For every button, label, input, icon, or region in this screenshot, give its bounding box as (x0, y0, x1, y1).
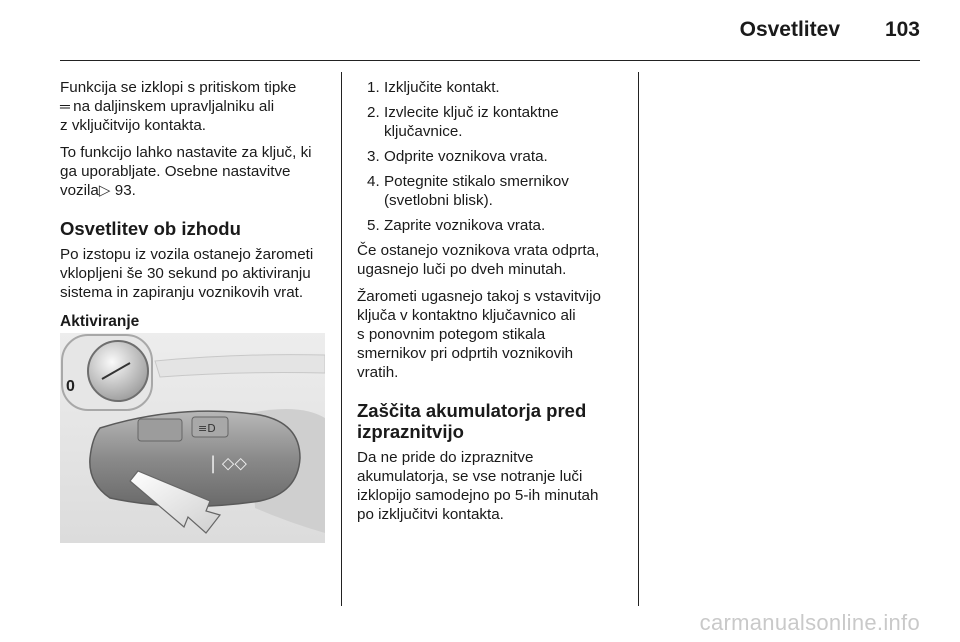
text-line: ključa v kontaktno ključavnico ali (357, 307, 576, 324)
text-line: ga uporabljate. Osebne nastavitve (60, 163, 291, 180)
text-line: vklopljeni še 30 sekund po aktiviranju (60, 265, 311, 282)
subheading-activation: Aktiviranje (60, 313, 140, 330)
text-line: izklopijo samodejno po 5-ih minutah (357, 487, 599, 504)
text-line: Funkcija se izklopi s pritiskom tipke (60, 79, 297, 96)
list-item: 2. Izvlecite ključ iz kontaktne ključavnice. (367, 104, 559, 140)
text-line: s ponovnim potegom stikala (357, 326, 546, 343)
text-line: Žarometi ugasnejo takoj s vstavitvijo (357, 288, 601, 305)
page-number: 103 (884, 18, 920, 41)
text-line: Po izstopu iz vozila ostanejo žarometi (60, 246, 314, 263)
section-heading-battery-protection: Zaščita akumulatorja pred izpraznitvijo (357, 400, 587, 442)
text-line: ugasnejo luči po dveh minutah. (357, 261, 567, 278)
headlight-stalk-illustration (60, 333, 325, 543)
watermark: carmanualsonline.info (699, 610, 920, 635)
page-reference-link[interactable]: 93. (114, 182, 136, 199)
column-divider-right (638, 72, 639, 606)
left-column (60, 78, 330, 341)
text-line: Da ne pride do izpraznitve (357, 449, 534, 466)
text-line: smernikov pri odprtih voznikovih (357, 345, 574, 362)
list-item: 1. Izključite kontakt. (367, 79, 500, 96)
text-line: Če ostanejo voznikova vrata odprta, (357, 242, 600, 259)
text-line: ═ na daljinskem upravljalniku ali (60, 98, 275, 115)
section-heading-exit-lighting: Osvetlitev ob izhodu (60, 218, 241, 239)
lock-key-icon: ═ (60, 98, 69, 114)
text-line: vozila▷ 93. (60, 182, 136, 199)
right-column (357, 78, 625, 532)
paragraph-deactivation (60, 78, 330, 135)
paragraph-exit-lighting (60, 245, 330, 302)
text-line: po izključitvi kontakta. (357, 506, 504, 523)
list-item: 5. Zaprite voznikova vrata. (367, 217, 546, 234)
page-header (60, 18, 920, 61)
switch-position-label: 0 (66, 378, 75, 395)
illustration-svg (60, 333, 325, 543)
list-item: 3. Odprite voznikova vrata. (367, 148, 548, 165)
text-line: vratih. (357, 364, 399, 381)
page-reference-arrow-icon: ▷ (98, 182, 111, 199)
paragraph-battery-protection (357, 448, 625, 524)
column-divider-left (341, 72, 342, 606)
svg-text:| ⬦⬦: | ⬦⬦ (210, 453, 247, 474)
paragraph-immediate-off (357, 287, 625, 382)
paragraph-door-open (357, 241, 625, 279)
page-title: Osvetlitev (739, 18, 840, 41)
text-line: z vključitvijo kontakta. (60, 117, 207, 134)
text-line: akumulatorja, se vse notranje luči (357, 468, 583, 485)
steps-list (357, 78, 625, 235)
text-line: sistema in zapiranju voznikovih vrat. (60, 284, 304, 301)
list-item: 4. Potegnite stikalo smernikov (svetlobni blisk). (367, 173, 569, 209)
svg-text:≡D: ≡D (198, 422, 216, 435)
text-line: To funkcijo lahko nastavite za ključ, ki (60, 144, 312, 161)
paragraph-settings (60, 143, 330, 200)
